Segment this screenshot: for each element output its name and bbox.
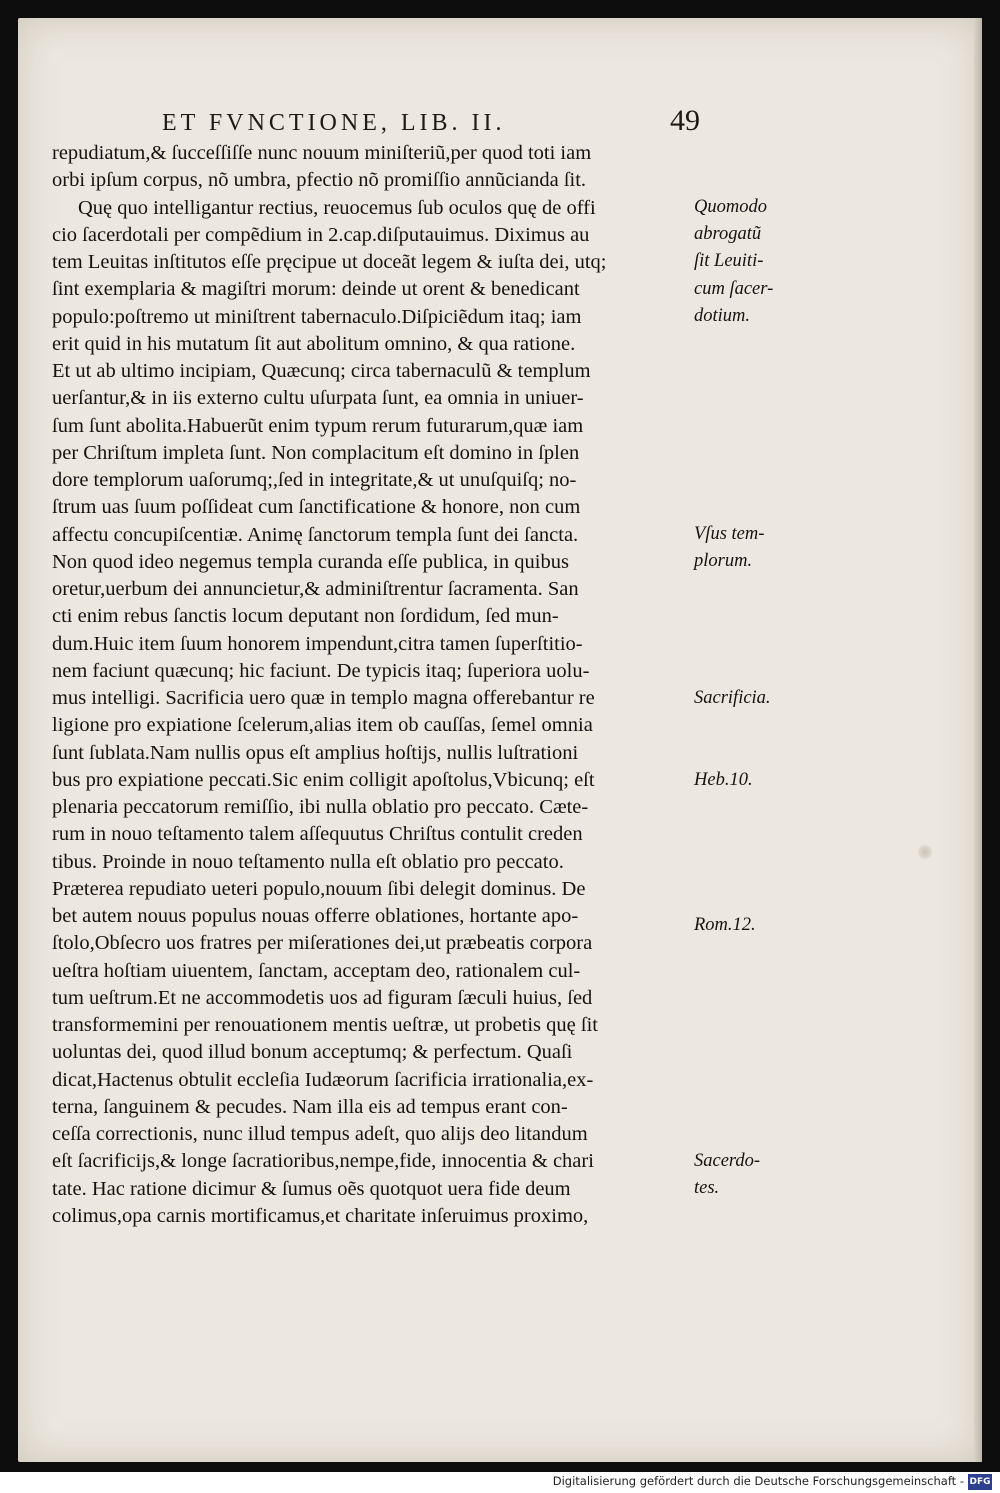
text-line: oretur,uerbum dei annuncietur,& adminiſtrentur ſacramenta. San — [52, 578, 579, 600]
text-line: ligione pro expiatione ſcelerum,alias item ob cauſſas, ſemel omnia — [52, 714, 593, 737]
text-line: tum ueſtrum.Et ne accommodetis uos ad figuram ſæculi huius, ſed — [52, 986, 593, 1009]
text-line: ceſſa correctionis, nunc illud tempus adeſt, quo alijs deo litandum — [52, 1123, 588, 1145]
margin-note: plorum. — [694, 551, 753, 571]
text-line: tem Leuitas inſtitutos eſſe pręcipue ut doceãt legem & iuſta dei, utq; — [52, 251, 607, 273]
text-line: ſint exemplaria & magiſtri morum: deinde ut orent & benedicant — [52, 278, 580, 301]
text-line: repudiatum,& ſucceſſiſſe nunc nouum miniſteriũ,per quod toti iam — [52, 142, 592, 164]
text-line: transformemini per renouationem mentis ueſtræ, ut probetis quę ſit — [52, 1014, 598, 1036]
text-line: tate. Hac ratione dicimur & ſumus oẽs quotquot uera fide deum — [52, 1177, 571, 1200]
text-line: cti enim rebus ſanctis locum deputant non ſordidum, ſed mun- — [52, 605, 559, 628]
margin-note: abrogatũ — [694, 224, 762, 244]
text-line: Quę quo intelligantur rectius, reuocemus ſub oculos quę de offi — [78, 196, 596, 219]
text-line: bet autem nouus populus nouas offerre oblationes, hortante apo- — [52, 905, 579, 927]
text-line: eſt ſacrificijs,& longe ſacratioribus,nempe,fide, innocentia & chari — [52, 1150, 594, 1173]
text-line: affectu concupiſcentiæ. Animę ſanctorum templa ſunt dei ſancta. — [52, 523, 579, 546]
text-line: per Chriſtum impleta ſunt. Non complacitum eſt domino in ſplen — [52, 441, 580, 464]
margin-note: Sacrificia. — [694, 688, 771, 708]
text-line: dore templorum uaſorumq;,ſed in integritate,& ut unuſquiſq; no- — [52, 469, 577, 491]
margin-note: Quomodo — [694, 197, 767, 217]
text-line: populo:poſtremo ut miniſtrent tabernaculo.Diſpiciẽdum itaq; iam — [52, 305, 582, 328]
text-line: tibus. Proinde in nouo teſtamento nulla eſt oblatio pro peccato. — [52, 850, 564, 873]
text-line: Præterea repudiato ueteri populo,nouum ſibi delegit dominus. De — [52, 877, 586, 900]
text-line: Non quod ideo negemus templa curanda eſſe publica, in quibus — [52, 550, 569, 573]
paper-blemish — [918, 845, 932, 859]
text-line: orbi ipſum corpus, nõ umbra, pfectio nõ promiſſio annũcianda ſit. — [52, 169, 587, 192]
margin-note: dotium. — [694, 306, 751, 326]
margin-note: cum ſacer- — [694, 279, 774, 299]
text-line: uoluntas dei, quod illud bonum acceptumq; & perfectum. Quaſi — [52, 1041, 573, 1064]
text-line: ueſtra hoſtiam uiuentem, ſanctam, acceptam deo, rationalem cul- — [52, 959, 581, 982]
page-header — [150, 104, 710, 144]
text-line: bus pro expiatione peccati.Sic enim colligit apoſtolus,Vbicunq; eſt — [52, 768, 595, 791]
margin-note: ſit Leuiti- — [694, 251, 764, 271]
text-line: ſum ſunt abolita.Habuerũt enim typum rerum futurarum,quæ iam — [52, 414, 584, 437]
text-line: mus intelligi. Sacrificia uero quæ in templo magna offerebantur re — [52, 687, 595, 709]
dfg-logo-icon: DFG — [968, 1474, 992, 1490]
margin-note: Sacerdo- — [694, 1151, 761, 1171]
margin-note: Vſus tem- — [694, 524, 765, 544]
margin-note: Heb.10. — [694, 770, 753, 790]
running-head: ET FVNCTIONE, LIB. II. — [162, 110, 506, 136]
digitization-footer — [0, 1472, 1000, 1493]
text-line: dum.Huic item ſuum honorem impendunt,citra tamen ſuperſtitio- — [52, 632, 583, 655]
text-line: rum in nouo teſtamento talem aſſequutus Chriſtus contulit creden — [52, 823, 583, 846]
text-line: ſtolo,Obſecro uos fratres per miſerationes dei,ut præbeatis corpora — [52, 932, 593, 955]
text-line: nem faciunt quæcunq; hic faciunt. De typicis itaq; ſuperiora uolu- — [52, 659, 590, 682]
main-text-block — [52, 140, 692, 1230]
margin-note: Rom.12. — [694, 915, 756, 935]
funding-credit: Digitalisierung gefördert durch die Deutsche Forschungsgemeinschaft - — [552, 1474, 964, 1488]
text-line: erit quid in his mutatum ſit aut abolitum omnino, & qua ratione. — [52, 332, 576, 355]
page-edge — [974, 18, 982, 1462]
text-line: dicat,Hactenus obtulit eccleſia Iudæorum ſacrificia irrationalia,ex- — [52, 1068, 594, 1091]
text-line: uerſantur,& in iis externo cultu uſurpata ſunt, ea omnia in uniuer- — [52, 387, 584, 410]
text-line: ſtrum uas ſuum poſſideat cum ſanctificatione & honore, non cum — [52, 496, 581, 519]
margin-note: tes. — [694, 1178, 720, 1198]
text-line: Et ut ab ultimo incipiam, Quæcunq; circa tabernaculũ & templum — [52, 360, 591, 382]
text-line: plenaria peccatorum remiſſio, ibi nulla oblatio pro peccato. Cæte- — [52, 796, 589, 818]
text-line: cio ſacerdotali per compẽdium in 2.cap.diſputauimus. Diximus au — [52, 223, 590, 246]
text-line: colimus,opa carnis mortificamus,et charitate inſeruimus proximo, — [52, 1204, 589, 1227]
text-line: ſunt ſublata.Nam nullis opus eſt amplius hoſtijs, nullis luſtrationi — [52, 741, 579, 764]
page-number: 49 — [670, 104, 700, 137]
text-line: terna, ſanguinem & pecudes. Nam illa eis ad tempus erant con- — [52, 1095, 568, 1118]
